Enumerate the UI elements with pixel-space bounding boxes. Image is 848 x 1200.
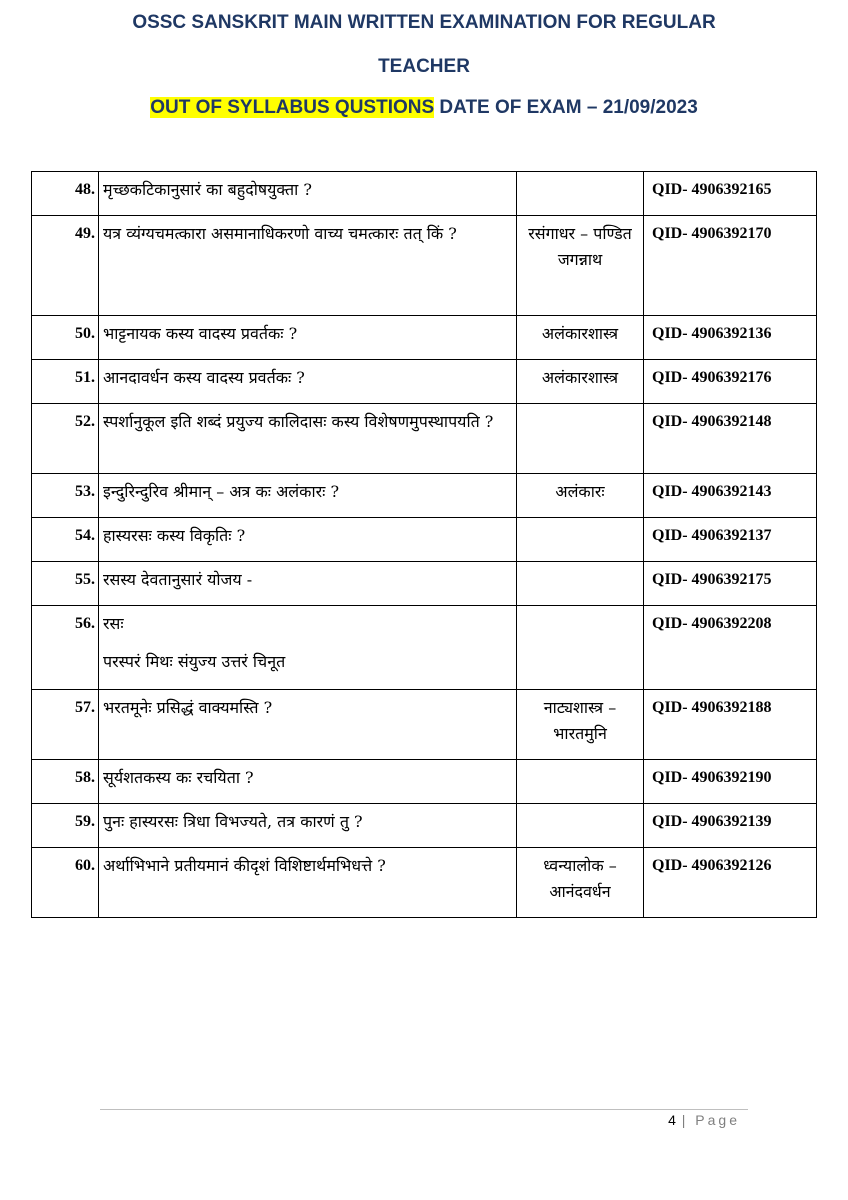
page-label: | Page: [681, 1112, 740, 1128]
question-text: यत्र व्यंग्यचमत्कारा असमानाधिकरणो वाच्य चमत्कारः तत् किं ?: [103, 224, 457, 243]
question-text: भरतमूनेः प्रसिद्धं वाक्यमस्ति ?: [103, 698, 273, 717]
question-row: [32, 172, 817, 216]
question-text-cell: [99, 562, 517, 606]
question-text-cell: [99, 216, 517, 316]
question-number: 50.: [32, 316, 99, 360]
question-number: 51.: [32, 360, 99, 404]
question-number: 60.: [32, 848, 99, 918]
answer-cell: [517, 562, 644, 606]
answer-cell: अलंकारः: [517, 474, 644, 518]
question-text: भाट्टनायक कस्य वादस्य प्रवर्तकः ?: [103, 324, 298, 343]
question-id: QID- 4906392190: [644, 760, 817, 804]
question-row: [32, 606, 817, 690]
question-text-cell: [99, 690, 517, 760]
answer-cell: अलंकारशास्त्र: [517, 360, 644, 404]
question-text: आनदावर्धन कस्य वादस्य प्रवर्तकः ?: [103, 368, 305, 387]
question-text-cell: [99, 316, 517, 360]
question-id: QID- 4906392188: [644, 690, 817, 760]
question-row: [32, 216, 817, 316]
question-text-cell: [99, 518, 517, 562]
title-line-1: OSSC SANSKRIT MAIN WRITTEN EXAMINATION FOR REGULAR: [132, 12, 716, 33]
question-id: QID- 4906392126: [644, 848, 817, 918]
question-number: 59.: [32, 804, 99, 848]
question-row: [32, 404, 817, 474]
question-number: 55.: [32, 562, 99, 606]
answer-cell: [517, 404, 644, 474]
title-line-2: TEACHER: [378, 56, 470, 77]
question-text: मृच्छकटिकानुसारं का बहुदोषयुक्ता ?: [103, 180, 312, 199]
question-text-cell: [99, 172, 517, 216]
question-row: [32, 360, 817, 404]
question-text: इन्दुरिन्दुरिव श्रीमान् – अत्र कः अलंकारः ?: [103, 482, 340, 501]
exam-date: DATE OF EXAM – 21/09/2023: [434, 97, 698, 118]
question-row: [32, 760, 817, 804]
question-id: QID- 4906392148: [644, 404, 817, 474]
out-of-syllabus-highlight: OUT OF SYLLABUS QUSTIONS: [150, 97, 435, 118]
page-number: 4: [668, 1112, 676, 1128]
answer-cell: अलंकारशास्त्र: [517, 316, 644, 360]
question-row: [32, 804, 817, 848]
answer-cell: [517, 804, 644, 848]
question-text: स्पर्शानुकूल इति शब्दं प्रयुज्य कालिदासः कस्य विशेषणमुपस्थापयति ?: [103, 412, 494, 431]
question-id: QID- 4906392208: [644, 606, 817, 690]
questions-table: [31, 171, 817, 918]
question-id: QID- 4906392175: [644, 562, 817, 606]
question-row: [32, 518, 817, 562]
question-number: 53.: [32, 474, 99, 518]
title-line-3: [0, 97, 848, 119]
question-id: QID- 4906392165: [644, 172, 817, 216]
question-row: [32, 690, 817, 760]
question-text-cell: [99, 474, 517, 518]
question-row: [32, 848, 817, 918]
question-text: हास्यरसः कस्य विकृतिः ?: [103, 526, 246, 545]
question-number: 52.: [32, 404, 99, 474]
answer-cell: [517, 760, 644, 804]
question-text: अर्थाभिभाने प्रतीयमानं कीदृशं विशिष्टार्थमभिधत्ते ?: [103, 856, 386, 875]
question-id: QID- 4906392136: [644, 316, 817, 360]
question-subtext: परस्परं मिथः संयुज्य उत्तरं चिनूत: [103, 652, 286, 671]
question-text: सूर्यशतकस्य कः रचयिता ?: [103, 768, 254, 787]
question-text-cell: [99, 848, 517, 918]
question-text-cell: [99, 404, 517, 474]
question-id: QID- 4906392176: [644, 360, 817, 404]
question-row: [32, 316, 817, 360]
answer-cell: [517, 172, 644, 216]
question-text: रसः: [103, 614, 124, 633]
question-number: 54.: [32, 518, 99, 562]
question-row: [32, 562, 817, 606]
question-number: 56.: [32, 606, 99, 690]
question-text-cell: [99, 804, 517, 848]
answer-cell: [517, 518, 644, 562]
question-text: पुनः हास्यरसः त्रिधा विभज्यते, तत्र कारणं तु ?: [103, 812, 363, 831]
footer-divider: [100, 1109, 748, 1110]
question-text-cell: [99, 760, 517, 804]
question-number: 58.: [32, 760, 99, 804]
question-id: QID- 4906392170: [644, 216, 817, 316]
question-text: रसस्य देवतानुसारं योजय -: [103, 570, 253, 589]
page-footer: [668, 1112, 740, 1128]
answer-cell: ध्वन्यालोक – आनंदवर्धन: [517, 848, 644, 918]
question-id: QID- 4906392143: [644, 474, 817, 518]
question-number: 57.: [32, 690, 99, 760]
answer-cell: रसंगाधर – पण्डित जगन्नाथ: [517, 216, 644, 316]
question-row: [32, 474, 817, 518]
question-text-cell: [99, 606, 517, 690]
question-id: QID- 4906392139: [644, 804, 817, 848]
question-number: 49.: [32, 216, 99, 316]
answer-cell: नाट्यशास्त्र – भारतमुनि: [517, 690, 644, 760]
answer-cell: [517, 606, 644, 690]
question-text-cell: [99, 360, 517, 404]
question-id: QID- 4906392137: [644, 518, 817, 562]
question-number: 48.: [32, 172, 99, 216]
